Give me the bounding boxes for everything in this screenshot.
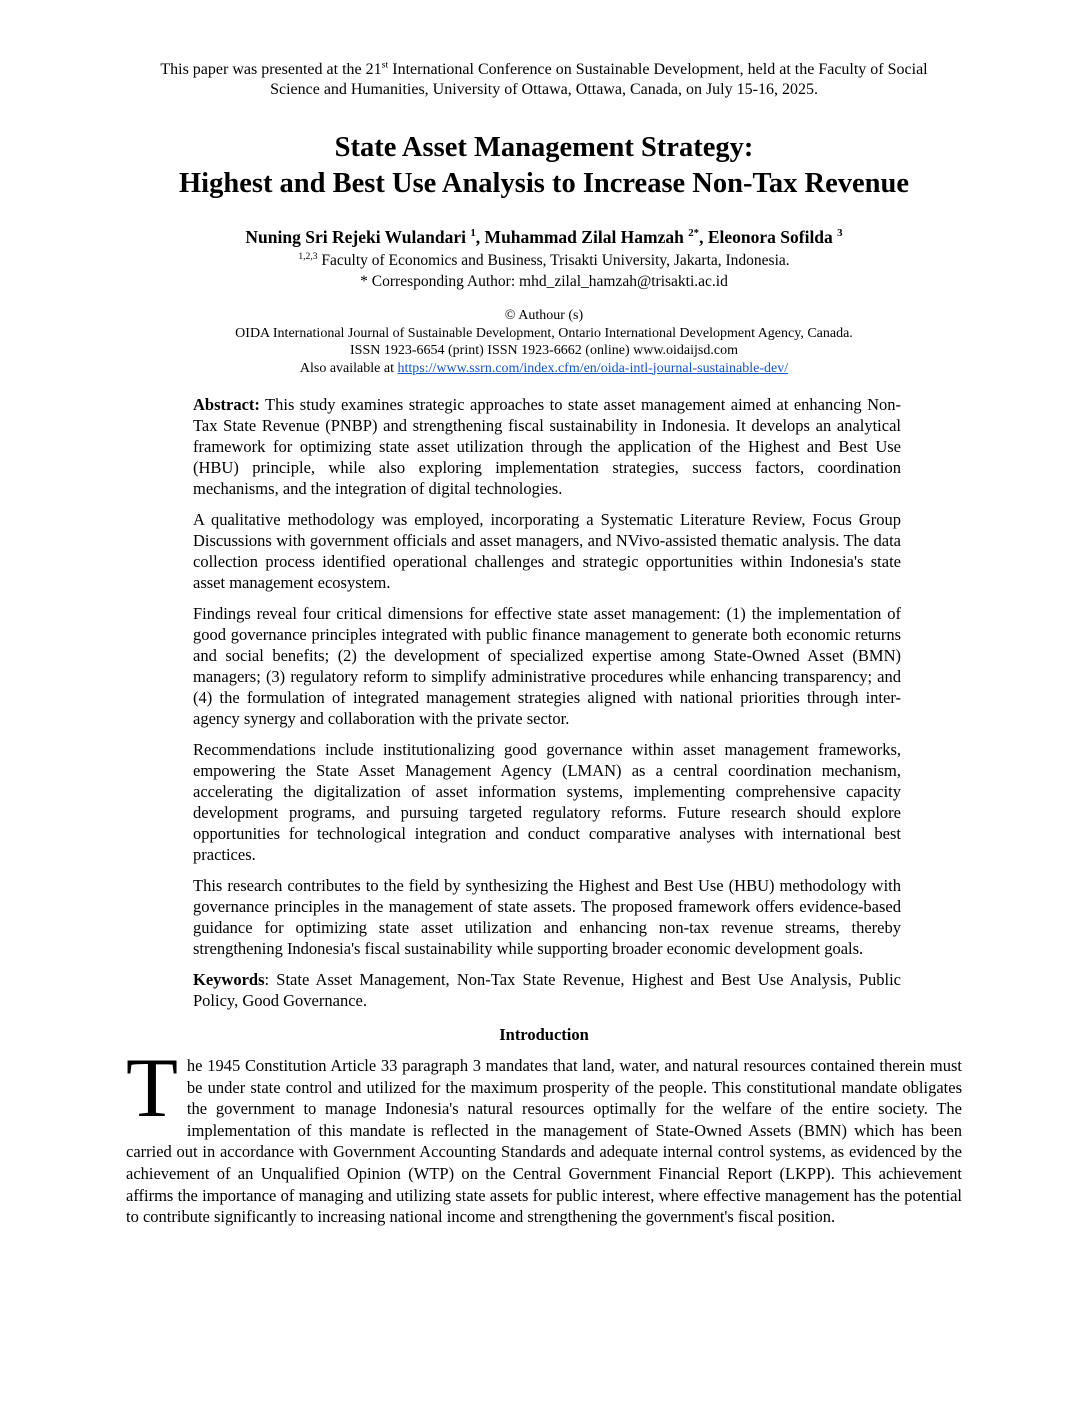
- issn-line: ISSN 1923-6654 (print) ISSN 1923-6662 (online) www.oidaijsd.com: [350, 343, 738, 358]
- introduction-text: he 1945 Constitution Article 33 paragraph 3 mandates that land, water, and natural resources contained therein must be under state control and utilized for the maximum prosperity of the people. This constitutional mandate obligates the government to manage Indonesia's natural resources optimally for the welfare of the entire society. The implementation of this mandate is reflected in the management of State-Owned Assets (BMN) which has been carried out in accordance with Government Accounting Standards and adequate internal control systems, as evidenced by the achievement of an Unqualified Opinion (WTP) on the Central Government Financial Report (LKPP). This achievement affirms the importance of managing and utilizing state assets for public interest, where effective management has the potential to contribute significantly to increasing national income and strengthening the government's fiscal position.: [126, 1056, 962, 1227]
- conference-note-text: This paper was presented at the 21: [160, 61, 382, 78]
- affiliation-text: Faculty of Economics and Business, Trisakti University, Jakarta, Indonesia.: [317, 252, 790, 269]
- availability-prefix: Also available at: [299, 360, 398, 376]
- abstract-paragraph-1: [193, 394, 901, 499]
- keywords-text: : State Asset Management, Non-Tax State Revenue, Highest and Best Use Analysis, Public Policy, Good Governance.: [193, 970, 901, 1010]
- introduction-paragraph: [126, 1041, 962, 1228]
- affiliation-superscript: 1,2,3: [298, 250, 318, 262]
- keywords-line: [193, 969, 901, 1011]
- publication-info-block: [0, 307, 1088, 377]
- conference-note-text-cont: International Conference on Sustainable Development, held at the Faculty of Social Science and Humanities, University of Ottawa, Ottawa, Canada, on July 15-16, 2025.: [270, 61, 928, 98]
- abstract-label: Abstract:: [193, 395, 260, 414]
- author-2: , Muhammad Zilal Hamzah: [475, 227, 689, 247]
- corresponding-author-line: * Corresponding Author: mhd_zilal_hamzah@trisakti.ac.id: [360, 273, 728, 290]
- author-1-superscript: 1: [470, 227, 476, 240]
- author-2-superscript: 2*: [688, 227, 700, 240]
- journal-name-line: OIDA International Journal of Sustainable Development, Ontario International Development Agency, Canada.: [235, 325, 853, 341]
- abstract-paragraph-5: This research contributes to the field by synthesizing the Highest and Best Use (HBU) methodology with governance principles in the management of state assets. The proposed framework offers evidence-based guidance for optimizing state asset utilization and enhancing non-tax revenue streams, thereby strengthening Indonesia's fiscal sustainability while supporting broader economic development goals.: [193, 876, 901, 958]
- author-3: , Eleonora Sofilda: [699, 227, 838, 247]
- paper-title-line-1: State Asset Management Strategy:: [334, 132, 754, 163]
- abstract-paragraph-2: A qualitative methodology was employed, incorporating a Systematic Literature Review, Focus Group Discussions with government officials and asset managers, and NVivo-assisted thematic analysis. The data collection process identified operational challenges and strategic opportunities within Indonesia's state asset management ecosystem.: [193, 510, 901, 592]
- author-3-superscript: 3: [837, 227, 843, 240]
- paper-title-line-2: Highest and Best Use Analysis to Increase Non-Tax Revenue: [179, 168, 909, 199]
- abstract-paragraph-3: Findings reveal four critical dimensions for effective state asset management: (1) the implementation of good governance principles integrated with public finance management to generate both economic returns and social benefits; (2) the development of specialized expertise among State-Owned Asset (BMN) managers; (3) regulatory reform to simplify administrative procedures while enhancing transparency; and (4) the formulation of integrated management strategies aligned with national priorities through inter-agency synergy and collaboration with the private sector.: [193, 604, 901, 728]
- journal-link[interactable]: https://www.ssrn.com/index.cfm/en/oida-intl-journal-sustainable-dev/: [397, 360, 789, 376]
- abstract-paragraph-1-text: This study examines strategic approaches to state asset management aimed at enhancing Non-Tax State Revenue (PNBP) and strengthening fiscal sustainability in Indonesia. It develops an analytical framework for optimizing state asset utilization through the application of the Highest and Best Use (HBU) principle, while also exploring implementation strategies, success factors, coordination mechanisms, and the integration of digital technologies.: [193, 395, 901, 498]
- copyright-line: © Authour (s): [504, 308, 584, 323]
- paper-title: [0, 130, 1088, 202]
- introduction-heading: Introduction: [499, 1025, 589, 1044]
- author-1: Nuning Sri Rejeki Wulandari: [245, 227, 471, 247]
- authors-line: [0, 226, 1088, 249]
- ordinal-superscript: st: [381, 59, 389, 71]
- drop-cap-letter: T: [126, 1041, 178, 1135]
- affiliation-line: [0, 250, 1088, 271]
- availability-line: [0, 360, 1088, 378]
- abstract-section: [193, 394, 901, 1011]
- abstract-paragraph-4: Recommendations include institutionalizing good governance within asset management frameworks, empowering the State Asset Management Agency (LMAN) as a central coordination mechanism, accelerating the digitalization of asset information systems, implementing comprehensive capacity development programs, and pursuing targeted regulatory reforms. Future research should explore opportunities for technological integration and conduct comparative analyses with international best practices.: [193, 740, 901, 864]
- keywords-label: Keywords: [193, 970, 265, 989]
- conference-note: [149, 60, 939, 99]
